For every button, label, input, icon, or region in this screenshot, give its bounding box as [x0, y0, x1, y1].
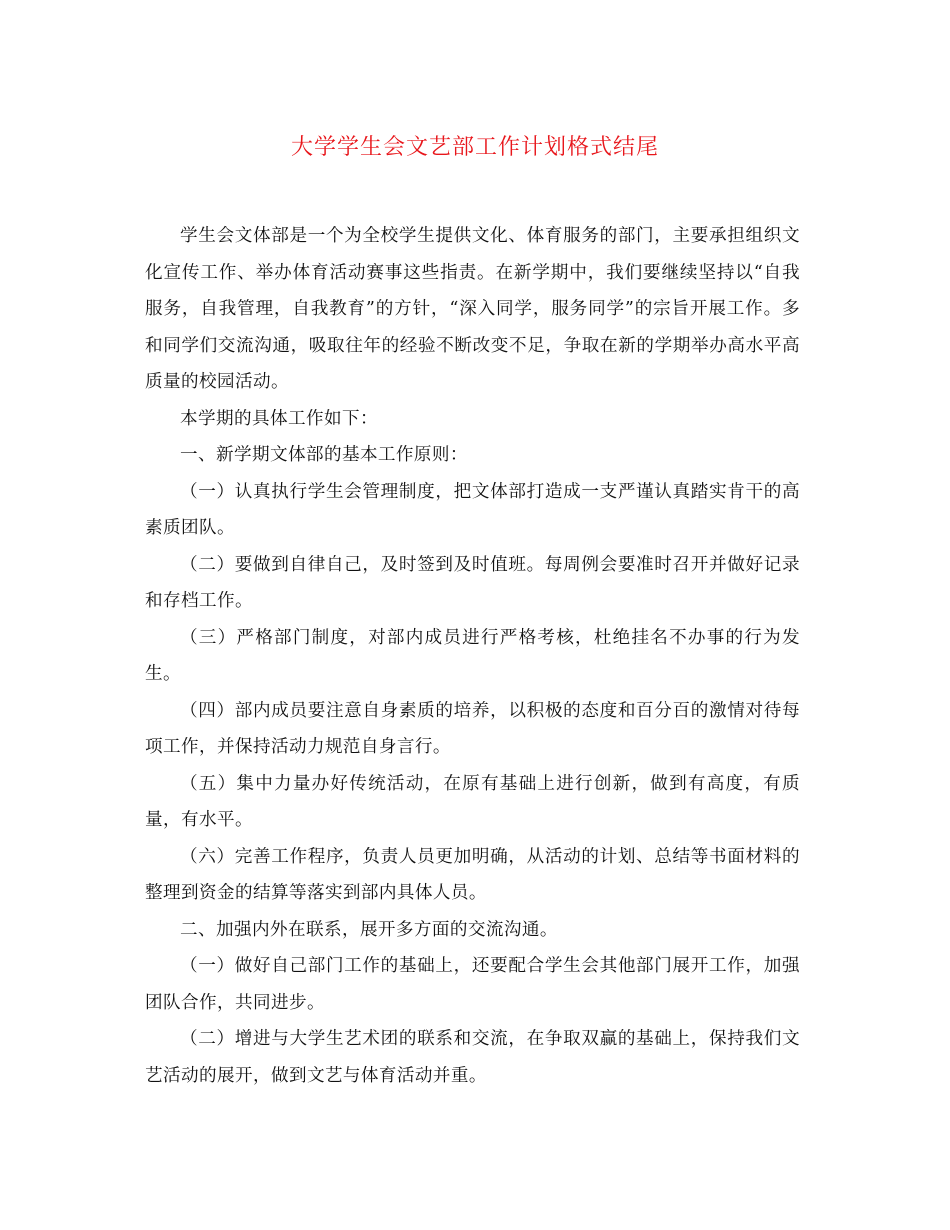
list-item-2-1: （一）做好自己部门工作的基础上，还要配合学生会其他部门展开工作，加强团队合作，共同进步。	[145, 956, 800, 1013]
list-item-2-2: （二）增进与大学生艺术团的联系和交流，在争取双赢的基础上，保持我们文艺活动的展开，做到文艺与体育活动并重。	[145, 1029, 800, 1086]
section-heading-1: 一、新学期文体部的基本工作原则：	[180, 445, 468, 465]
list-item-1-1: （一）认真执行学生会管理制度，把文体部打造成一支严谨认真踏实肯干的高素质团队。	[145, 481, 800, 538]
paragraph-work-overview: 本学期的具体工作如下：	[180, 408, 378, 429]
document-body	[145, 218, 800, 1094]
list-item-1-3: （三）严格部门制度，对部内成员进行严格考核，杜绝挂名不办事的行为发生。	[145, 627, 800, 684]
list-item-1-4: （四）部内成员要注意自身素质的培养，以积极的态度和百分百的激情对待每项工作，并保持活动力规范自身言行。	[145, 700, 800, 757]
section-heading-2: 二、加强内外在联系，展开多方面的交流沟通。	[180, 919, 558, 940]
list-item-1-6: （六）完善工作程序，负责人员更加明确，从活动的计划、总结等书面材料的整理到资金的结算等落实到部内具体人员。	[145, 846, 800, 903]
paragraph-intro: 学生会文体部是一个为全校学生提供文化、体育服务的部门，主要承担组织文化宣传工作、举办体育活动赛事这些指责。在新学期中，我们要继续坚持以“自我服务，自我管理，自我教育”的方针，“深入同学，服务同学”的宗旨开展工作。多和同学们交流沟通，吸取往年的经验不断改变不足，争取在新的学期举办高水平高质量的校园活动。	[145, 226, 800, 392]
document-title: 大学学生会文艺部工作计划格式结尾	[290, 135, 659, 160]
list-item-1-2: （二）要做到自律自己，及时签到及时值班。每周例会要准时召开并做好记录和存档工作。	[145, 554, 800, 611]
list-item-1-5: （五）集中力量办好传统活动，在原有基础上进行创新，做到有高度，有质量，有水平。	[145, 773, 800, 830]
